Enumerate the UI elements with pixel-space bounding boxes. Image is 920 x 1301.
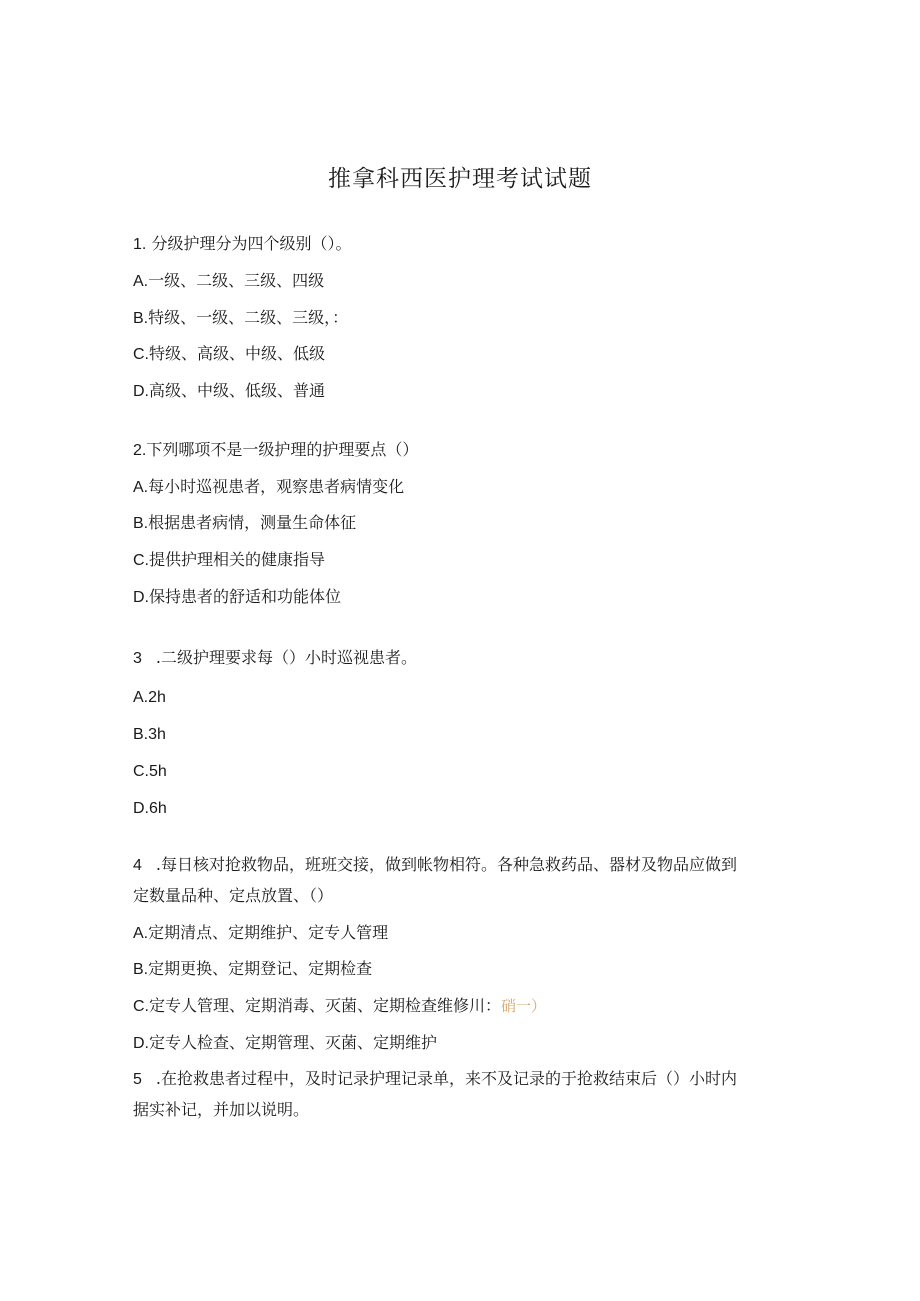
question-2-option-b	[133, 511, 356, 536]
option-text: 特级、一级、二级、三级，：	[148, 308, 349, 327]
question-text: 下列哪项不是一级护理的护理要点（）	[146, 440, 419, 459]
option-text: 定专人检查、定期管理、灭菌、定期维护	[149, 1033, 438, 1052]
question-number: 5	[133, 1071, 142, 1088]
question-2-option-d	[133, 585, 341, 610]
option-text: 特级、高级、中级、低级	[149, 344, 326, 363]
option-text: 6h	[149, 800, 167, 817]
question-1-stem	[133, 232, 351, 257]
option-text: 一级、二级、三级、四级	[148, 271, 325, 290]
question-1-option-a	[133, 269, 324, 294]
question-3-option-b	[133, 723, 166, 747]
question-4-option-b	[133, 957, 372, 982]
question-number: 3	[133, 650, 142, 667]
question-3-option-d	[133, 797, 167, 821]
question-3-option-a	[133, 686, 166, 710]
question-3-stem	[133, 646, 417, 671]
option-label: D.	[133, 800, 149, 817]
question-text: 分级护理分为四个级别（）。	[151, 234, 352, 253]
question-1-option-b	[133, 306, 348, 331]
option-text: 提供护理相关的健康指导	[149, 550, 326, 569]
option-label: C.	[133, 346, 149, 363]
option-label: C.	[133, 552, 149, 569]
option-text: 高级、中级、低级、普通	[149, 381, 326, 400]
option-label: A.	[133, 479, 149, 496]
question-5-stem-continued	[133, 1098, 309, 1122]
option-text: 定期清点、定期维护、定专人管理	[148, 923, 389, 942]
option-label: C.	[133, 763, 149, 780]
question-2-option-c	[133, 548, 325, 573]
question-number: 2.	[133, 442, 147, 459]
option-text: 每小时巡视患者，观察患者病情变化	[148, 477, 405, 496]
option-text: 3h	[148, 726, 166, 743]
option-label: B.	[133, 310, 149, 327]
question-text: 定数量品种、定点放置、（）	[133, 886, 334, 905]
question-2-stem	[133, 438, 418, 463]
option-text: 定专人管理、定期消毒、灭菌、定期检查维修川：	[149, 996, 502, 1015]
page-title: 推拿科西医护理考试试题	[328, 166, 592, 192]
question-1-option-d	[133, 379, 325, 404]
option-label: A.	[133, 689, 149, 706]
option-text: 定期更换、定期登记、定期检查	[148, 959, 373, 978]
option-label: A.	[133, 273, 149, 290]
option-text: 2h	[148, 689, 166, 706]
question-4-option-a	[133, 921, 388, 946]
option-label: D.	[133, 589, 149, 606]
question-text: .每日核对抢救物品，班班交接，做到帐物相符。各种急救药品、器材及物品应做到	[155, 855, 737, 874]
option-text: 保持患者的舒适和功能体位	[149, 587, 342, 606]
option-text: 5h	[149, 763, 167, 780]
option-label: B.	[133, 961, 149, 978]
question-3-option-c	[133, 760, 167, 784]
option-text: 根据患者病情，测量生命体征	[148, 513, 357, 532]
option-label: A.	[133, 925, 149, 942]
question-text: .在抢救患者过程中，及时记录护理记录单，来不及记录的于抢救结束后（）小时内	[155, 1069, 737, 1088]
handwritten-annotation: 硝一）	[501, 997, 547, 1015]
question-number: 1.	[133, 236, 147, 253]
question-5-stem	[133, 1067, 737, 1092]
question-2-option-a	[133, 475, 404, 500]
question-text: .二级护理要求每（）小时巡视患者。	[155, 648, 417, 667]
question-text: 据实补记，并加以说明。	[133, 1100, 310, 1119]
option-label: D.	[133, 383, 149, 400]
option-label: D.	[133, 1035, 149, 1052]
option-label: B.	[133, 515, 149, 532]
question-1-option-c	[133, 342, 325, 367]
question-4-option-d	[133, 1031, 437, 1056]
option-label: B.	[133, 726, 149, 743]
question-4-stem	[133, 853, 737, 878]
question-4-stem-continued	[133, 884, 333, 908]
option-label: C.	[133, 998, 149, 1015]
question-number: 4	[133, 857, 142, 874]
question-4-option-c	[133, 994, 546, 1019]
